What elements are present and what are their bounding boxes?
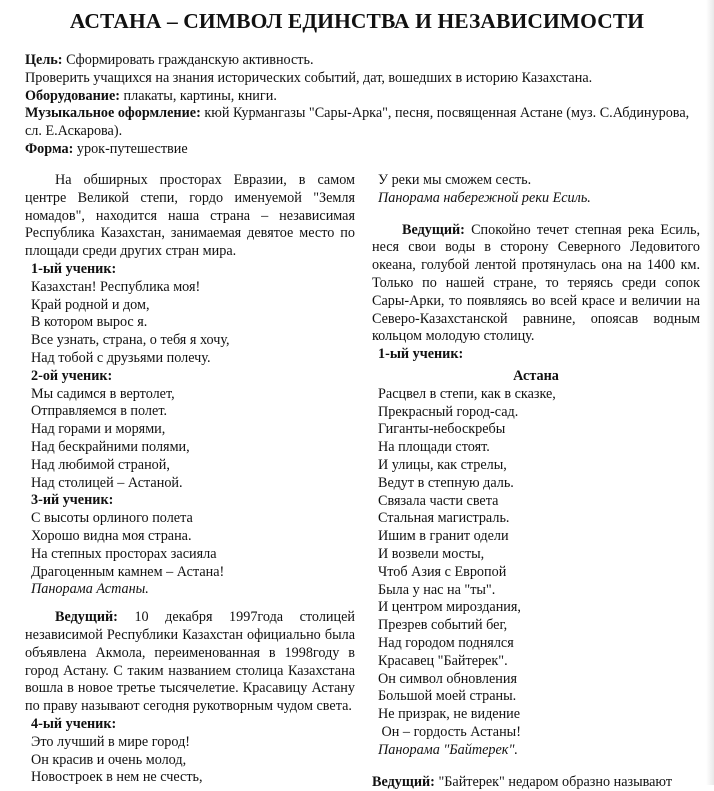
host-text: Спокойно течет степная река Есиль, неся свои воды в сторону Северного Ледовитого океана, голубой лентой протянулась она на 1400 км. Только по нашей стране, то теряясь среди сопок Сары-Арки, то появляясь во всей красе и величии на Северо-Казахстанской равнине, опоясав водным кольцом молодую столицу. <box>372 222 700 345</box>
intro-music-continued <box>25 123 697 141</box>
verse-line: На степных просторах засияла <box>31 546 355 564</box>
verse-line: В котором вырос я. <box>31 314 355 332</box>
host-paragraph <box>372 222 700 347</box>
verse-line: Все узнать, страна, о тебя я хочу, <box>31 332 355 350</box>
intro-goal-continued <box>25 70 697 88</box>
verse-line: Была у нас на "ты". <box>378 582 700 600</box>
verse-line: Мы садимся в вертолет, <box>31 386 355 404</box>
verse-line: Ведут в степную даль. <box>378 475 700 493</box>
lesson-intro <box>25 52 697 159</box>
verse-line: На площади стоят. <box>378 439 700 457</box>
verse-line: Связала части света <box>378 493 700 511</box>
speaker-label: 1-ый ученик: <box>25 261 355 279</box>
verse-line: Над горами и морями, <box>31 421 355 439</box>
intro-text: урок-путешествие <box>73 141 187 157</box>
verse-block <box>372 172 700 208</box>
host-paragraph <box>372 774 700 791</box>
verse-line: Большой моей страны. <box>378 688 700 706</box>
verse-line: И центром мироздания, <box>378 599 700 617</box>
verse-line: Презрев событий бег, <box>378 617 700 635</box>
speaker-label: 3-ий ученик: <box>25 492 355 510</box>
verse-line: Это лучший в мире город! <box>31 734 355 752</box>
page-edge-shadow <box>706 0 714 785</box>
stage-note: Панорама "Байтерек". <box>378 742 700 760</box>
verse-line: Стальная магистраль. <box>378 510 700 528</box>
verse-line: Над бескрайними полями, <box>31 439 355 457</box>
intro-label: Музыкальное оформление: <box>25 105 201 121</box>
stage-note: Панорама Астаны. <box>31 581 355 599</box>
host-text: 10 декабря 1997года столицей независимой Республики Казахстан официально была объявлена Акмола, переименованная в 1998году в город Астану. С таким названием столица Казахстана вошла в новое третье тысячелетие. Красавицу Астану по праву называют сегодня рукотворным чудом света. <box>25 609 355 714</box>
verse-line: Не призрак, не видение <box>378 706 700 724</box>
verse-line: Он красив и очень молод, <box>31 752 355 770</box>
verse-line: Новостроек в нем не счесть, <box>31 769 355 787</box>
verse-line: Над городом поднялся <box>378 635 700 653</box>
verse-line: И улицы, как стрелы, <box>378 457 700 475</box>
page-title: АСТАНА – СИМВОЛ ЕДИНСТВА И НЕЗАВИСИМОСТИ <box>0 8 714 34</box>
verse-block <box>25 279 355 368</box>
intro-music <box>25 105 697 123</box>
host-label: Ведущий: <box>402 222 465 238</box>
verse-line: У реки мы сможем сесть. <box>378 172 700 190</box>
speaker-label: 2-ой ученик: <box>25 368 355 386</box>
right-column <box>372 172 700 791</box>
verse-line: Он символ обновления <box>378 671 700 689</box>
verse-line: Гиганты-небоскребы <box>378 421 700 439</box>
verse-block <box>25 386 355 493</box>
verse-line: Казахстан! Республика моя! <box>31 279 355 297</box>
verse-block <box>25 510 355 599</box>
intro-text: плакаты, картины, книги. <box>120 88 277 104</box>
poem-block <box>372 386 700 760</box>
verse-line: Над тобой с друзьями полечу. <box>31 350 355 368</box>
intro-form <box>25 141 697 159</box>
intro-text: кюй Курмангазы "Сары-Арка", песня, посвященная Астане (муз. С.Абдинурова, <box>201 105 689 121</box>
verse-line: Над столицей – Астаной. <box>31 475 355 493</box>
verse-block <box>25 734 355 787</box>
verse-line: С высоты орлиного полета <box>31 510 355 528</box>
intro-text: сл. Е.Аскарова). <box>25 123 122 139</box>
speaker-label: 1-ый ученик: <box>372 346 700 364</box>
verse-line: Над любимой страной, <box>31 457 355 475</box>
poem-title: Астана <box>372 368 700 386</box>
verse-line: Хорошо видна моя страна. <box>31 528 355 546</box>
intro-text: Сформировать гражданскую активность. <box>63 52 314 68</box>
host-paragraph <box>25 609 355 716</box>
verse-line: Прекрасный город-сад. <box>378 404 700 422</box>
host-label: Ведущий: <box>55 609 118 625</box>
intro-goal <box>25 52 697 70</box>
verse-line: Красавец "Байтерек". <box>378 653 700 671</box>
verse-line: Край родной и дом, <box>31 297 355 315</box>
stage-note: Панорама набережной реки Есиль. <box>378 190 700 208</box>
intro-text: Проверить учащихся на знания исторических событий, дат, вошедших в историю Казахстана. <box>25 70 592 86</box>
verse-line: Расцвел в степи, как в сказке, <box>378 386 700 404</box>
host-text: "Байтерек" недаром образно называют <box>435 774 672 790</box>
intro-label: Форма: <box>25 141 73 157</box>
speaker-label: 4-ый ученик: <box>25 716 355 734</box>
host-label: Ведущий: <box>372 774 435 790</box>
verse-line: Он – гордость Астаны! <box>378 724 700 742</box>
intro-label: Оборудование: <box>25 88 120 104</box>
opening-paragraph: На обширных просторах Евразии, в самом центре Великой степи, гордо именуемой "Земля номадов", находится наша страна – независимая Республика Казахстан, занимаемая девятое место по площади среди других стран мира. <box>25 172 355 261</box>
intro-label: Цель: <box>25 52 63 68</box>
verse-line: И возвели мосты, <box>378 546 700 564</box>
left-column <box>25 172 355 787</box>
verse-line: Ишим в гранит одели <box>378 528 700 546</box>
verse-line: Отправляемся в полет. <box>31 403 355 421</box>
verse-line: Чтоб Азия с Европой <box>378 564 700 582</box>
verse-line: Драгоценным камнем – Астана! <box>31 564 355 582</box>
intro-equipment <box>25 88 697 106</box>
